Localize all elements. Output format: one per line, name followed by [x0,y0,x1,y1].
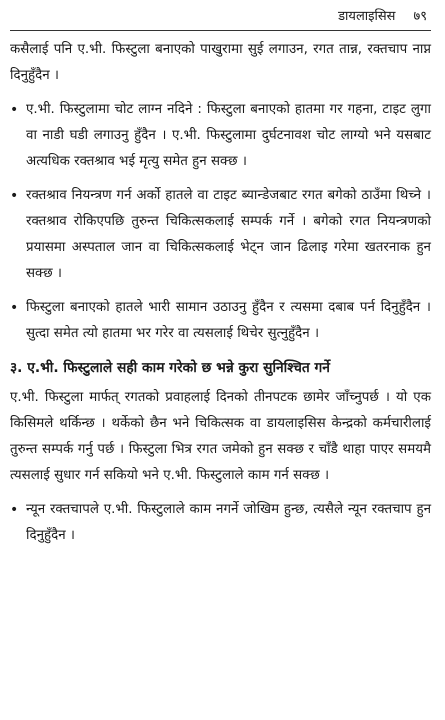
section-paragraph: ए.भी. फिस्टुला मार्फत् रगतको प्रवाहलाई दिनको तीनपटक छामेर जाँच्नुपर्छ । यो एक किसिमले थर्किन्छ । थर्केको छैन भने चिकित्सक वा डायलाइसिस केन्द्रको कर्मचारीलाई तुरुन्त सम्पर्क गर्नु पर्छ । फिस्टुला भित्र रगत जमेको हुन सक्छ र चाँडै थाहा पाएर समयमै त्यसलाई सुधार गर्न सकियो भने ए.भी. फिस्टुलाले काम गर्न सक्छ । [10,390,431,483]
bullet-icon: • [10,502,19,518]
bullet-icon: • [10,188,19,204]
bullet-icon: • [10,102,19,118]
section-heading: ३. ए.भी. फिस्टुलाले सही काम गरेको छ भन्ने कुरा सुनिश्चित गर्ने [10,360,330,376]
list-item [10,497,431,549]
page-content [10,31,431,549]
list-item [10,97,431,175]
list-item-text: फिस्टुला बनाएको हातले भारी सामान उठाउनु हुँदैन र त्यसमा दबाब पर्न दिनुहुँदैन । सुत्दा समेत त्यो हातमा भर गरेर वा त्यसलाई थिचेर सुत्नुहुँदैन । [26,300,431,341]
intro-paragraph: कसैलाई पनि ए.भी. फिस्टुला बनाएको पाखुरामा सुई लगाउन, रगत तान्न, रक्तचाप नाप्न दिनुहुँदैन । [10,42,431,83]
running-header [10,0,431,31]
list-item [10,295,431,347]
page-number: ७९ [413,9,427,24]
list-item-text: रक्तश्राव नियन्त्रण गर्न अर्को हातले वा टाइट ब्यान्डेजबाट रगत बगेको ठाउँमा थिच्ने । रक्तश्राव रोकिएपछि तुरुन्त चिकित्सकलाई सम्पर्क गर्ने । बगेको रगत नियन्त्रणको प्रयासमा अस्पताल जान वा चिकित्सकलाई भेट्न जान ढिलाइ गरेमा खतरनाक हुन सक्छ । [26,188,431,281]
running-title: डायलाइसिस [338,9,396,24]
list-item-text: ए.भी. फिस्टुलामा चोट लाग्न नदिने : फिस्टुला बनाएको हातमा गर गहना, टाइट लुगा वा नाडी घडी लगाउनु हुँदैन । ए.भी. फिस्टुलामा दुर्घटनावश चोट लाग्यो भने यसबाट अत्यधिक रक्तश्राव भई मृत्यु समेत हुन सक्छ । [26,102,431,169]
bullet-icon: • [10,300,19,316]
list-item [10,183,431,287]
list-item-text: न्यून रक्तचापले ए.भी. फिस्टुलाले काम नगर्ने जोखिम हुन्छ, त्यसैले न्यून रक्तचाप हुन दिनुहुँदैन । [26,502,431,543]
